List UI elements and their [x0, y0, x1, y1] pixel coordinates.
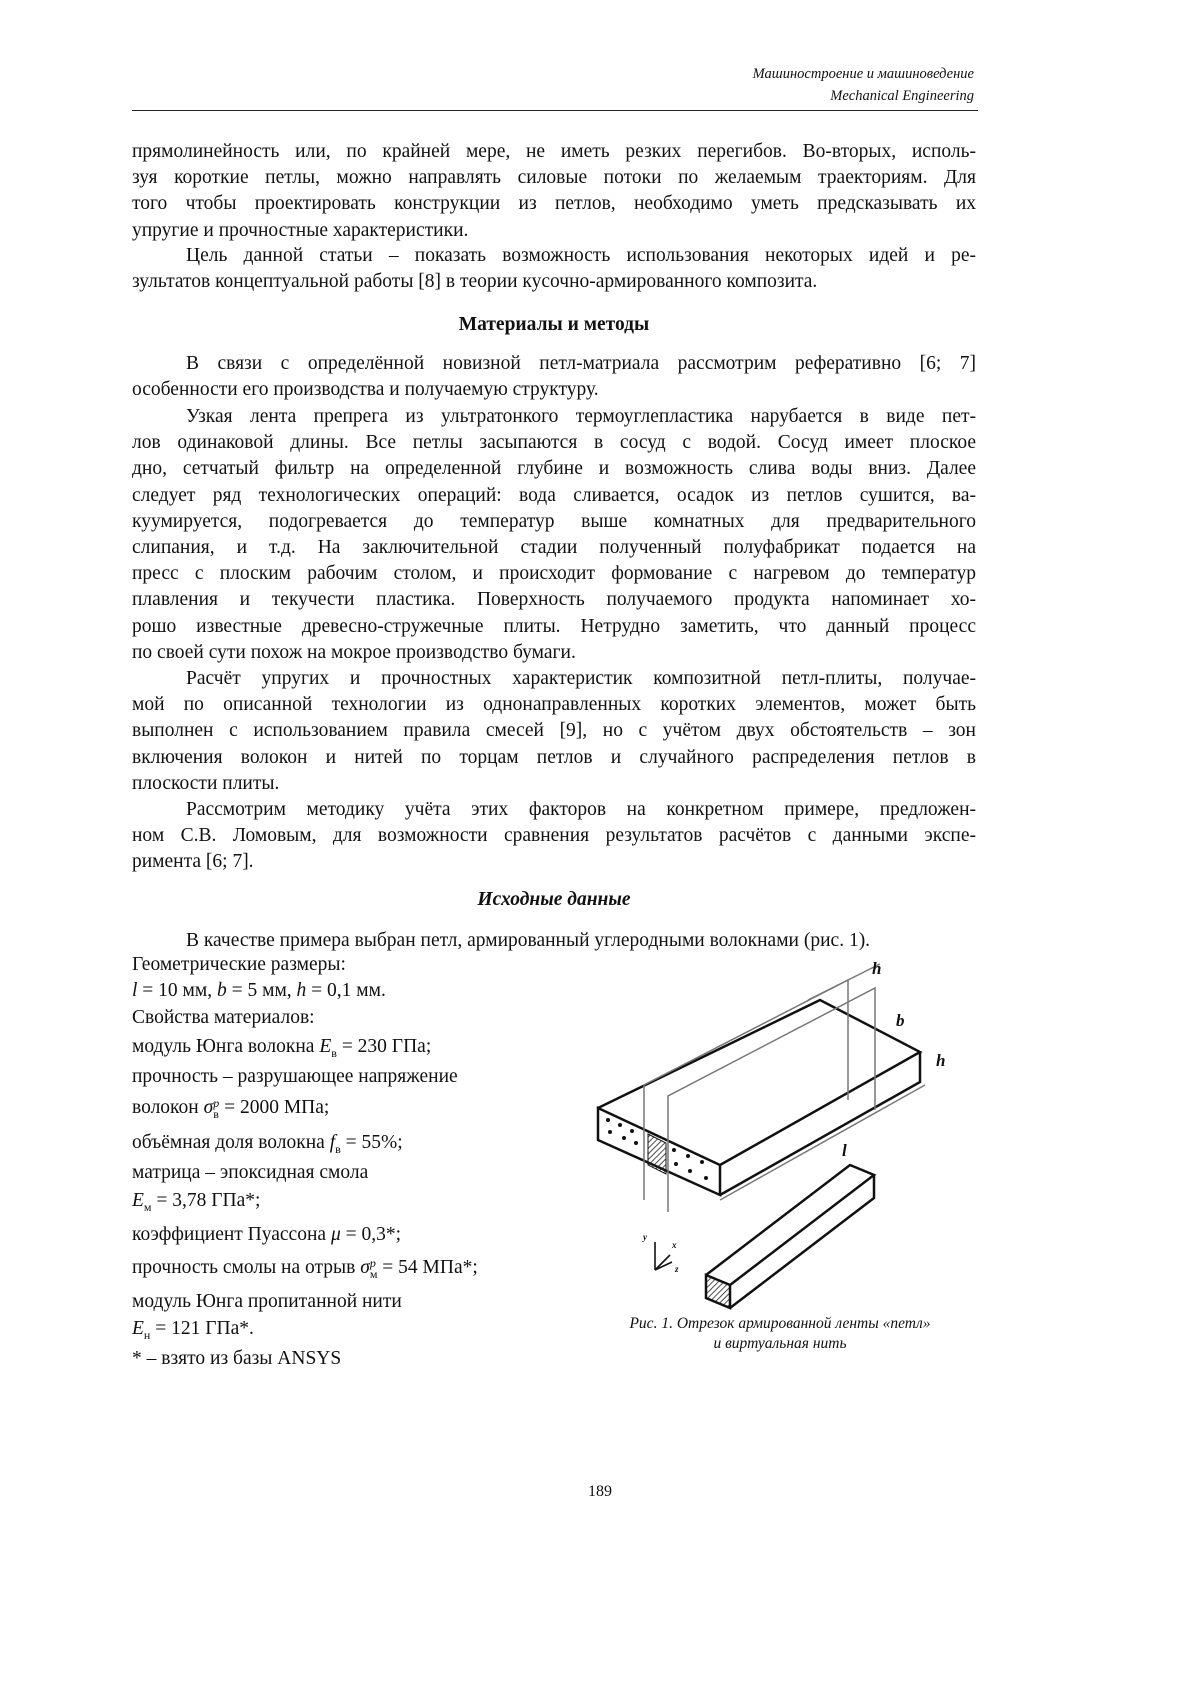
sub: н: [144, 1328, 150, 1342]
var: E: [132, 1318, 144, 1339]
text-line: плавления и текучести пластика. Поверхность получаемого продукта напоминает хо-: [132, 587, 976, 613]
text-line: плоскости плиты.: [132, 771, 976, 797]
geom-values: [132, 980, 386, 1002]
value: = 10 мм,: [137, 980, 217, 1001]
paragraph: [132, 797, 976, 876]
text-line: римента [6; 7].: [132, 849, 976, 875]
yarn-label: модуль Юнга пропитанной нити: [132, 1291, 402, 1313]
value: = 3,78 ГПа*;: [152, 1190, 261, 1211]
sub: м: [144, 1200, 152, 1214]
sup: p: [213, 1098, 219, 1109]
text-line: мой по описанной технологии из однонаправленных коротких элементов, может быть: [132, 692, 976, 718]
axis-x-label: x: [671, 1240, 677, 1250]
axis-z-label: z: [674, 1264, 679, 1274]
var: h: [297, 980, 307, 1001]
paragraph: [132, 243, 976, 295]
text-line: куумируется, подогревается до температур выше комнатных для предварительного: [132, 509, 976, 535]
text-line: В качестве примера выбран петл, армированный углеродными волокнами (рис. 1).: [132, 928, 976, 954]
label-h-top: h: [872, 959, 881, 978]
text-line: зуя короткие петлы, можно направлять силовые потоки по желаемым траекториям. Для: [132, 165, 976, 191]
var: E: [319, 1036, 331, 1057]
caption-line: и виртуальная нить: [580, 1334, 980, 1354]
matrix-modulus: [132, 1190, 260, 1215]
text-line: Расчёт упругих и прочностных характеристик композитной петл-плиты, получае-: [132, 666, 976, 692]
paragraph: [132, 666, 976, 797]
strength-label: прочность – разрушающее напряжение: [132, 1066, 458, 1088]
text-line: особенности его производства и получаемую структуру.: [132, 377, 976, 403]
paragraph: [132, 404, 976, 666]
var: μ: [331, 1224, 341, 1245]
running-header-en: Mechanical Engineering: [830, 88, 974, 105]
value: = 2000 МПа;: [219, 1097, 329, 1118]
fiber-modulus: [132, 1036, 431, 1061]
page-number: 189: [0, 1483, 1200, 1501]
label-b: b: [896, 1011, 905, 1030]
fiber-fraction: [132, 1132, 403, 1157]
running-header-ru: Машиностроение и машиноведение: [753, 66, 974, 83]
text-line: прямолинейность или, по крайней мере, не иметь резких перегибов. Во-вторых, исполь-: [132, 139, 976, 165]
text-line: Рассмотрим методику учёта этих факторов на конкретном примере, предложен-: [132, 797, 976, 823]
figure-1-drawing: [580, 950, 990, 1310]
text-line: рошо известные древесно-стружечные плиты. Нетрудно заметить, что данный процесс: [132, 614, 976, 640]
geom-title: Геометрические размеры:: [132, 954, 346, 976]
label-h-side: h: [936, 1051, 945, 1070]
matrix-label: матрица – эпоксидная смола: [132, 1162, 368, 1184]
paragraph: [132, 351, 976, 403]
text-line: лов одинаковой длины. Все петлы засыпаются в сосуд с водой. Сосуд имеет плоское: [132, 430, 976, 456]
sub: в: [213, 1109, 219, 1120]
var: σ: [360, 1257, 370, 1278]
text-line: пресс с плоским рабочим столом, и происходит формование с нагревом до температур: [132, 561, 976, 587]
label: объёмная доля волокна: [132, 1132, 330, 1153]
text-line: ном С.В. Ломовым, для возможности сравнения результатов расчётов с данными экспе-: [132, 823, 976, 849]
fiber-strength: [132, 1097, 329, 1120]
label: волокон: [132, 1097, 204, 1118]
value: = 5 мм,: [227, 980, 297, 1001]
sub: м: [370, 1269, 378, 1280]
var: E: [132, 1190, 144, 1211]
value: = 55%;: [341, 1132, 403, 1153]
value: = 230 ГПа;: [337, 1036, 431, 1057]
resin-strength: [132, 1257, 478, 1280]
poisson-ratio: [132, 1224, 401, 1246]
text-line: В связи с определённой новизной петл-матриала рассмотрим реферативно [6; 7]: [132, 351, 976, 377]
paragraph: [132, 139, 976, 244]
section-heading-input-data: Исходные данные: [132, 889, 976, 911]
value: = 0,3*;: [341, 1224, 401, 1245]
var: b: [217, 980, 227, 1001]
caption-line: Рис. 1. Отрезок армированной ленты «петл»: [580, 1314, 980, 1334]
sub: в: [335, 1142, 341, 1156]
text-line: того чтобы проектировать конструкции из петлов, необходимо уметь предсказывать их: [132, 191, 976, 217]
section-heading-methods: Материалы и методы: [132, 314, 976, 336]
text-line: Цель данной статьи – показать возможность использования некоторых идей и ре-: [132, 243, 976, 269]
text-line: слипания, и т.д. На заключительной стадии полученный полуфабрикат подается на: [132, 535, 976, 561]
text-line: зультатов концептуальной работы [8] в теории кусочно-армированного композита.: [132, 269, 976, 295]
var: f: [330, 1132, 335, 1153]
sup: p: [370, 1258, 378, 1269]
label-l: l: [842, 1141, 847, 1160]
figure-caption: [580, 1314, 980, 1354]
label: коэффициент Пуассона: [132, 1224, 331, 1245]
value: = 0,1 мм.: [306, 980, 386, 1001]
var: l: [132, 980, 137, 1001]
axes-icon: [655, 1242, 672, 1270]
text-line: упругие и прочностные характеристики.: [132, 218, 976, 244]
text-line: следует ряд технологических операций: вода сливается, осадок из петлов сушится, ва-: [132, 483, 976, 509]
virtual-yarn: [706, 1165, 874, 1308]
slab: [598, 1000, 920, 1195]
axis-y-label: y: [642, 1232, 648, 1242]
value: = 121 ГПа*.: [150, 1318, 254, 1339]
var: σ: [204, 1097, 214, 1118]
yarn-modulus: [132, 1318, 254, 1343]
text-line: Узкая лента препрега из ультратонкого термоуглепластика нарубается в виде пет-: [132, 404, 976, 430]
label: прочность смолы на отрыв: [132, 1257, 360, 1278]
footnote: * – взято из базы ANSYS: [132, 1348, 341, 1370]
text-line: по своей сути похож на мокрое производство бумаги.: [132, 640, 976, 666]
text-line: включения волокон и нитей по торцам петлов и случайного распределения петлов в: [132, 745, 976, 771]
value: = 54 МПа*;: [377, 1257, 477, 1278]
sub: в: [331, 1046, 337, 1060]
header-rule: [132, 110, 978, 111]
text-line: дно, сетчатый фильтр на определенной глубине и возможность слива воды вниз. Далее: [132, 456, 976, 482]
text-line: выполнен с использованием правила смесей [9], но с учётом двух обстоятельств – зон: [132, 718, 976, 744]
label: модуль Юнга волокна: [132, 1036, 319, 1057]
props-title: Свойства материалов:: [132, 1007, 315, 1029]
